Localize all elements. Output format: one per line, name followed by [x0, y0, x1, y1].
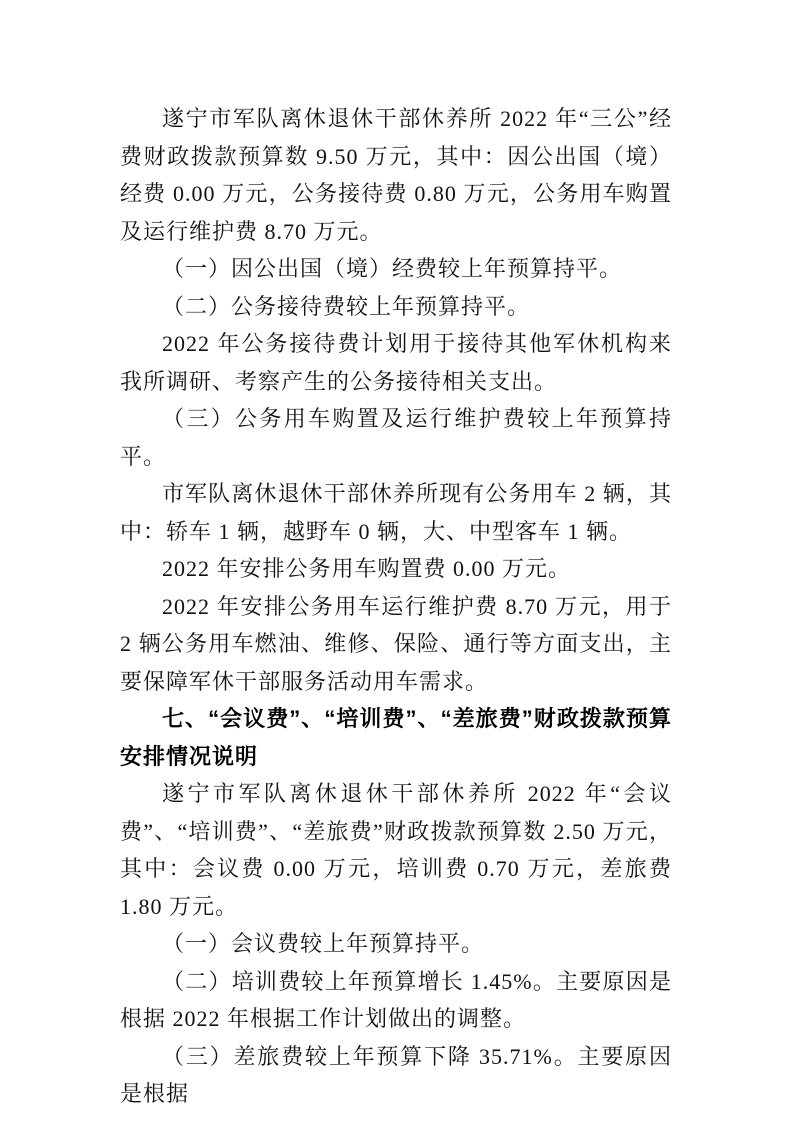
paragraph: （三）公务用车购置及运行维护费较上年预算持平。: [120, 406, 672, 469]
paragraph: 2022 年安排公务用车运行维护费 8.70 万元，用于 2 辆公务用车燃油、维修、保险、通行等方面支出，主要保障军休干部服务活动用车需求。: [120, 593, 672, 694]
paragraph: 市军队离休退休干部休养所现有公务用车 2 辆，其中：轿车 1 辆，越野车 0 辆，大、中型客车 1 辆。: [120, 481, 672, 544]
section-heading: 七、“会议费”、“培训费”、“差旅费”财政拨款预算安排情况说明: [120, 706, 672, 769]
paragraph: 2022 年公务接待费计划用于接待其他军休机构来我所调研、考察产生的公务接待相关支出。: [120, 331, 672, 394]
paragraph: （三）差旅费较上年预算下降 35.71%。主要原因是根据: [120, 1043, 672, 1106]
paragraph: （一）因公出国（境）经费较上年预算持平。: [162, 256, 623, 281]
paragraph: 2022 年安排公务用车购置费 0.00 万元。: [162, 556, 572, 581]
paragraph: （二）培训费较上年预算增长 1.45%。主要原因是根据 2022 年根据工作计划做出的调整。: [120, 968, 672, 1031]
document-body: [120, 100, 672, 1113]
paragraph: 遂宁市军队离休退休干部休养所 2022 年“会议费”、“培训费”、“差旅费”财政拨款预算数 2.50 万元，其中：会议费 0.00 万元，培训费 0.70 万元，差旅费 1.80 万元。: [120, 781, 672, 919]
paragraph: （二）公务接待费较上年预算持平。: [162, 293, 531, 319]
paragraph: 遂宁市军队离休退休干部休养所 2022 年“三公”经费财政拨款预算数 9.50 万元，其中：因公出国（境）经费 0.00 万元，公务接待费 0.80 万元，公务用车购置及运行维护费 8.70 万元。: [120, 106, 672, 244]
paragraph: （一）会议费较上年预算持平。: [162, 931, 485, 956]
